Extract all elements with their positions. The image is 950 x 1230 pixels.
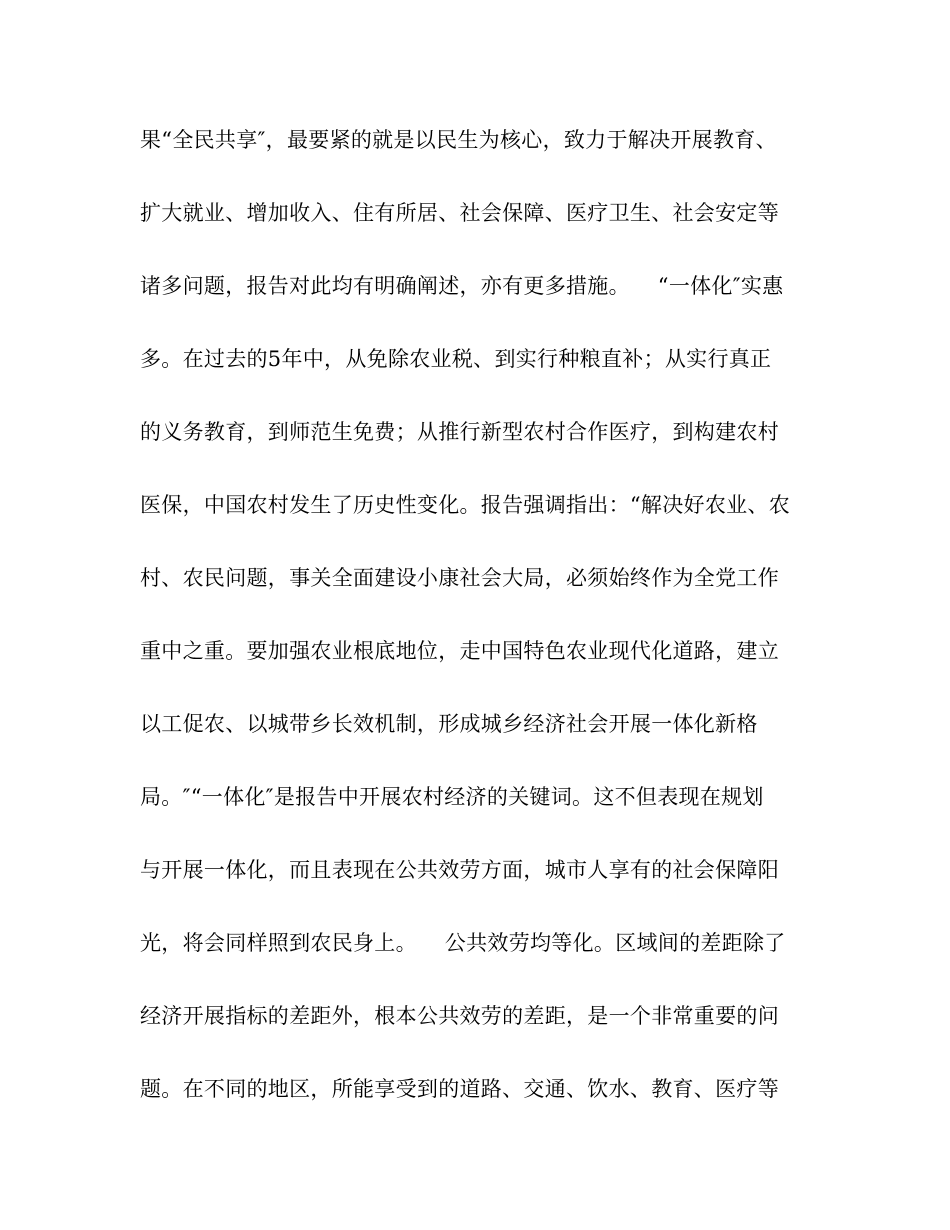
text-line: 经济开展指标的差距外，根本公共效劳的差距，是一个非常重要的问 [140, 1004, 779, 1028]
text-line: 光，将会同样照到农民身上。 公共效劳均等化。区域间的差距除了 [140, 931, 786, 955]
text-line: 局。″“一体化″是报告中开展农村经济的关键词。这不但表现在规划 [140, 785, 764, 809]
text-line: 扩大就业、增加收入、住有所居、社会保障、医疗卫生、社会安定等 [140, 201, 779, 225]
text-line: 的义务教育，到师范生免费；从推行新型农村合作医疗，到构建农村 [140, 420, 779, 444]
text-line: 诸多问题，报告对此均有明确阐述，亦有更多措施。 “一体化″实惠 [140, 274, 784, 298]
text-line: 果“全民共享″，最要紧的就是以民生为核心，致力于解决开展教育、 [140, 128, 777, 152]
text-line: 村、农民问题，事关全面建设小康社会大局，必须始终作为全党工作 [140, 566, 779, 590]
text-line: 医保，中国农村发生了历史性变化。报告强调指出：“解决好农业、农 [140, 493, 791, 517]
text-line: 多。在过去的5年中，从免除农业税、到实行种粮直补；从实行真正 [140, 347, 772, 371]
text-line: 以工促农、以城带乡长效机制，形成城乡经济社会开展一体化新格 [140, 712, 758, 736]
text-line: 重中之重。要加强农业根底地位，走中国特色农业现代化道路，建立 [140, 639, 779, 663]
body-text [140, 118, 840, 1140]
text-line: 题。在不同的地区，所能享受到的道路、交通、饮水、教育、医疗等 [140, 1077, 779, 1101]
text-line: 与开展一体化，而且表现在公共效劳方面，城市人享有的社会保障阳 [140, 858, 779, 882]
